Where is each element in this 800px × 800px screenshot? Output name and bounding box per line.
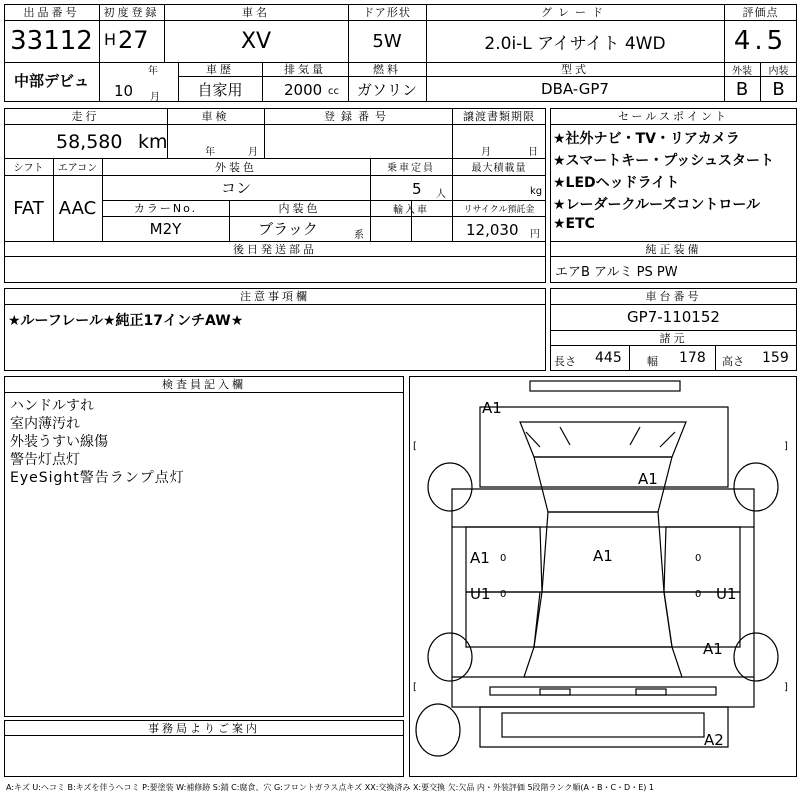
zero-mark: 0	[500, 553, 507, 564]
displacement-label: 排気量	[284, 63, 326, 76]
era: H	[104, 30, 117, 49]
exterior-color-label: 外装色	[215, 160, 257, 174]
year: 27	[118, 26, 149, 54]
color-no-label: カラーNo.	[133, 202, 198, 215]
mileage-unit: km	[138, 131, 168, 153]
sales-point: ★スマートキー・プッシュスタート	[553, 153, 775, 169]
inspector-line: 警告灯点灯	[10, 452, 80, 468]
history: 自家用	[197, 80, 243, 99]
damage-mark: A1	[470, 549, 490, 567]
capacity: 5	[412, 180, 422, 198]
ext-grade: B	[735, 78, 749, 100]
damage-mark: A1	[703, 640, 723, 658]
width: 178	[679, 350, 706, 366]
month-unit: 月	[150, 92, 160, 103]
reg-no-label: 登録番号	[324, 110, 392, 123]
fuel-label: 燃料	[373, 63, 401, 76]
mileage-label: 走行	[71, 110, 100, 123]
sales-label: セールスポイント	[617, 110, 729, 123]
shift-label: シフト	[13, 163, 44, 174]
sales-point: ★ETC	[553, 216, 595, 232]
zero-mark: 0	[695, 589, 702, 600]
notes-text: ★ルーフレール★純正17インチAW★	[8, 313, 244, 329]
damage-mark: A2	[704, 731, 724, 749]
inspection-year-unit: 年	[205, 147, 215, 158]
damage-mark: A1	[638, 470, 658, 488]
recycle-unit: 円	[530, 229, 540, 240]
length: 445	[595, 350, 622, 366]
transfer-month-unit: 月	[481, 147, 491, 158]
office-label: 事務局よりご案内	[148, 721, 260, 735]
mileage: 58,580	[56, 131, 123, 153]
genuine-label: 純正装備	[645, 242, 702, 256]
month: 10	[114, 82, 134, 100]
interior-color: ブラック	[258, 220, 318, 238]
aircon-label: エアコン	[57, 163, 98, 174]
chassis-label: 車台番号	[645, 290, 702, 303]
interior-color-unit: 系	[354, 230, 364, 241]
recycle-fee: 12,030	[466, 221, 519, 239]
notes-label: 注意事項欄	[240, 290, 310, 303]
car-name: XV	[240, 28, 272, 54]
car-diagram	[409, 376, 797, 777]
grade: 2.0i-L アイサイト 4WD	[484, 33, 666, 54]
damage-mark: A1	[593, 547, 613, 565]
legend: A:キズ U:ヘコミ B:キズを伴うヘコミ P:要塗装 W:補修跡 S:錆 C:腐食、穴 G:フロントガラス点キズ XX:交換済み X:要交換 欠:欠品 内・外装評価 5段階ランク順(A・B・C・D・E) 1	[6, 783, 655, 792]
fuel: ガソリン	[356, 80, 417, 99]
score: 4.5	[733, 26, 788, 56]
exterior-color: コン	[220, 179, 251, 197]
height: 159	[762, 350, 789, 366]
bracket: ]	[784, 682, 788, 693]
height-label: 高さ	[722, 355, 744, 368]
max-load-label: 最大積載量	[471, 163, 527, 174]
recycle-label: リサイクル預託金	[463, 204, 535, 215]
color-no: M2Y	[149, 219, 182, 238]
transfer-day-unit: 日	[528, 147, 538, 158]
damage-mark: U1	[470, 585, 491, 603]
bracket: [	[413, 441, 417, 452]
inspector-line: 外装うすい線傷	[10, 434, 108, 450]
inspector-line: EyeSight警告ランプ点灯	[10, 470, 185, 486]
inspection-month-unit: 月	[248, 147, 258, 158]
score-label: 評価点	[742, 6, 779, 19]
sales-point: ★LEDヘッドライト	[553, 175, 680, 191]
length-label: 長さ	[554, 355, 576, 368]
inspector-line: 室内薄汚れ	[10, 416, 80, 432]
chassis-number: GP7-110152	[627, 308, 720, 326]
max-load-unit: kg	[530, 186, 543, 197]
grade-label: グレード	[541, 6, 609, 19]
ext-grade-label: 外装	[732, 65, 752, 77]
dims-label: 諸元	[659, 331, 688, 345]
history-label: 車歴	[206, 63, 234, 76]
inspection-label: 車検	[201, 110, 230, 123]
zero-mark: 0	[695, 553, 702, 564]
shift: FAT	[13, 197, 44, 219]
damage-mark: A1	[482, 399, 502, 417]
import-label: 輸入車	[393, 204, 429, 216]
displacement: 2000	[284, 81, 323, 99]
bracket: [	[413, 682, 417, 693]
int-grade: B	[772, 78, 785, 100]
zero-mark: 0	[500, 589, 507, 600]
debut-note: 中部デビュ	[13, 71, 89, 90]
lot-no-label: 出品番号	[23, 6, 80, 19]
transfer-deadline-label: 譲渡書類期限	[463, 110, 535, 123]
lot-no: 33112	[10, 26, 93, 56]
inspector-line: ハンドルすれ	[10, 398, 94, 414]
model-code-label: 型式	[561, 63, 589, 76]
car-outline	[410, 377, 796, 776]
model-code: DBA-GP7	[541, 80, 609, 98]
bracket: ]	[784, 441, 788, 452]
sales-point: ★社外ナビ・TV・リアカメラ	[553, 131, 740, 147]
int-grade-label: 内装	[768, 65, 789, 77]
interior-color-label: 内装色	[278, 202, 321, 215]
inspector-label: 検査員記入欄	[162, 378, 246, 391]
sales-point: ★レーダークルーズコントロール	[553, 197, 761, 213]
width-label: 幅	[647, 355, 658, 368]
car-name-label: 車名	[242, 6, 270, 19]
capacity-label: 乗車定員	[387, 163, 435, 174]
later-parts-label: 後日発送部品	[233, 242, 317, 256]
displacement-unit: cc	[328, 86, 339, 97]
door: 5W	[372, 30, 402, 52]
genuine-equipment: エアB アルミ PS PW	[555, 265, 678, 280]
door-label: ドア形状	[363, 6, 411, 19]
year-unit: 年	[148, 66, 158, 77]
first-reg-label: 初度登録	[103, 6, 160, 19]
aircon: AAC	[58, 197, 97, 219]
damage-mark: U1	[716, 585, 737, 603]
capacity-unit: 人	[436, 189, 446, 200]
